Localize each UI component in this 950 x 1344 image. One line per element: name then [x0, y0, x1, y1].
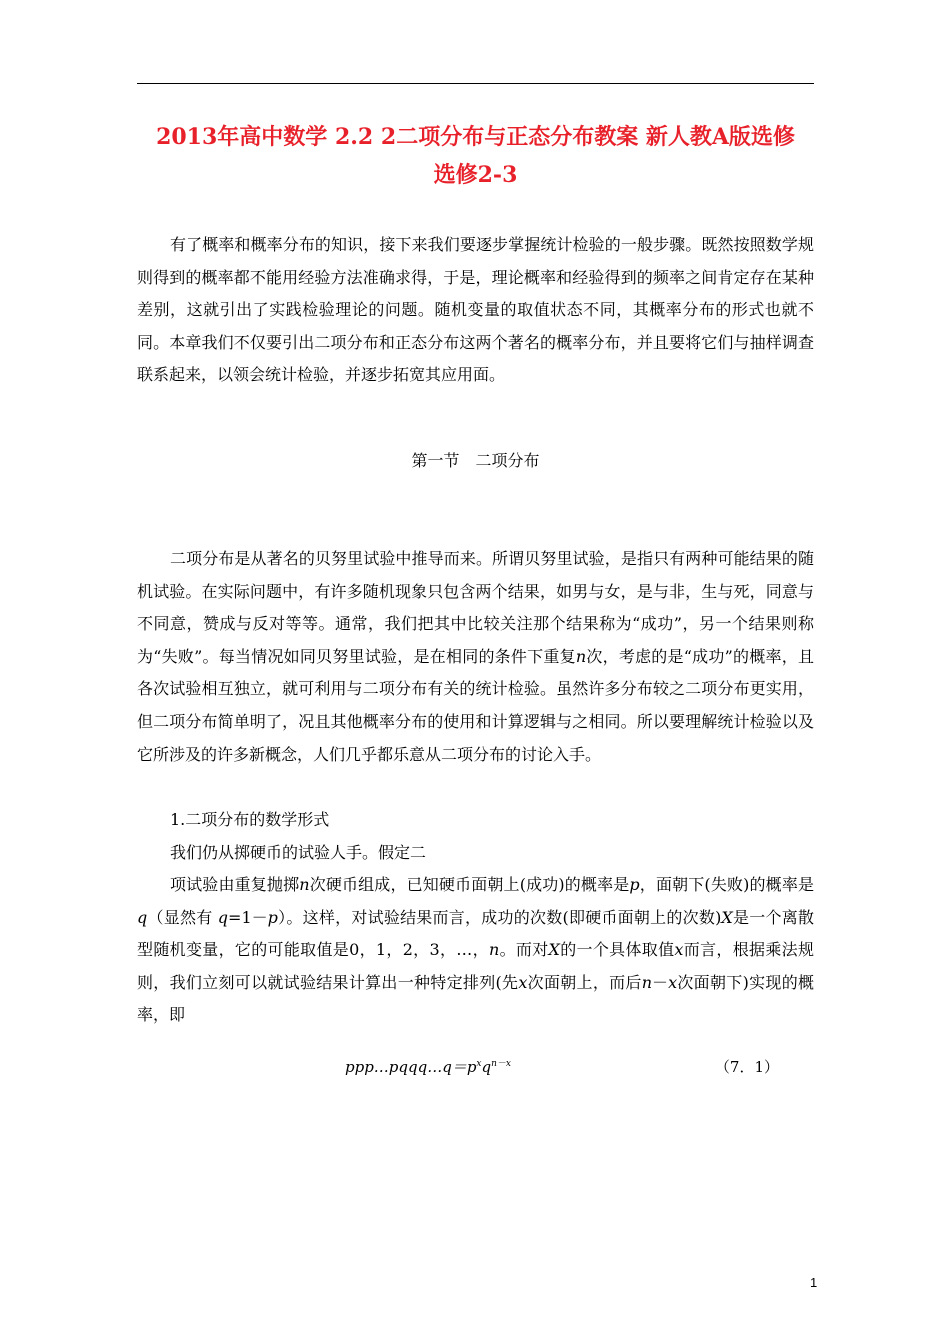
binomial-text-2: 次，考虑的是“成功”的概率，且各次试验相互独立，就可利用与二项分布有关的统计检验。虽然许多分布较之二项分布更实用，但二项分布简单明了，况且其他概率分布的使用和计算逻辑与之相同。所以要理解统计检验以及它所涉及的许多新概念，人们几乎都乐意从二项分布的讨论入手。 [137, 646, 814, 764]
variable-n: n [575, 646, 587, 666]
variable: n [641, 972, 653, 992]
intro-paragraph: 有了概率和概率分布的知识，接下来我们要逐步掌握统计检验的一般步骤。既然按照数学规则得到的概率都不能用经验方法准确求得，于是，理论概率和经验得到的频率之间肯定存在某种差别，这就引出了实践检验理论的问题。随机变量的取值状态不同，其概率分布的形式也就不同。本章我们不仅要引出二项分布和正态分布这两个著名的概率分布，并且要将它们与抽样调查联系起来，以领会统计检验，并逐步拓宽其应用面。 [137, 235, 814, 385]
coin-text: =1－ [228, 907, 268, 927]
variable: p [267, 907, 278, 927]
section-heading: 第一节 二项分布 [411, 451, 540, 470]
coin-text: 的一个具体取值 [559, 940, 675, 960]
coin-text: 而言，根据乘法规则，我们立刻可以就试验结果计算出一种特定排列(先 [137, 940, 814, 992]
variable: n [488, 940, 500, 960]
coin-text: （显然有 [147, 907, 218, 927]
equation-body [345, 1056, 511, 1077]
variable: X [721, 907, 733, 927]
equation-lhs: ppp…pqqq…q＝p [345, 1058, 477, 1076]
binomial-paragraph [137, 543, 814, 771]
coin-text: 是一个离散型随机变量，它的可能取值是0，1，2，3，…， [137, 907, 814, 960]
header-rule [137, 83, 814, 84]
page-number: 1 [810, 1275, 818, 1290]
equation-q: q [481, 1058, 492, 1076]
title-line-2: 选修2-3 [433, 162, 518, 188]
variable: p [629, 875, 640, 894]
equation-exponent-x: x [476, 1059, 482, 1069]
document-title [137, 118, 814, 194]
subsection-heading: 1.二项分布的数学形式 [170, 810, 330, 829]
coin-text: ）。这样，对试验结果而言，成功的次数(即硬币面朝上的次数) [277, 907, 722, 927]
coin-text: － [652, 972, 669, 992]
coin-text: 次硬币组成，已知硬币面朝上(成功)的概率是 [309, 875, 630, 894]
coin-intro: 我们仍从掷硬币的试验人手。假定二 [170, 843, 427, 862]
variable: q [217, 907, 229, 927]
variable: x [674, 940, 684, 960]
equation-number: （7．1） [714, 1058, 779, 1076]
coin-text: 项试验由重复抛掷 [170, 875, 300, 894]
coin-text: 次面朝上，而后 [527, 972, 642, 992]
coin-paragraph [137, 869, 814, 1032]
variable: X [548, 940, 560, 960]
variable: x [668, 972, 678, 992]
title-line-1: 2013年高中数学 2.2 2二项分布与正态分布教案 新人教A版选修 [156, 124, 795, 150]
equation-7-1 [137, 1056, 814, 1082]
variable: n [299, 875, 310, 894]
binomial-text-1: 二项分布是从著名的贝努里试验中推导而来。所谓贝努里试验，是指只有两种可能结果的随机试验。在实际问题中，有许多随机现象只包含两个结果，如男与女，是与非，生与死，同意与不同意，赞成与反对等等。通常，我们把其中比较关注那个结果称为“成功”，另一个结果则称为“失败”。每当情况如同贝努里试验，是在相同的条件下重复 [137, 549, 814, 666]
variable: q [137, 907, 148, 927]
equation-exponent-n-minus-x: n－x [491, 1059, 511, 1069]
coin-text: 次面朝下)实现的概率，即 [137, 972, 814, 1025]
coin-text: ，面朝下(失败)的概率是 [639, 875, 814, 894]
coin-text: 。而对 [499, 940, 549, 960]
variable: x [518, 972, 528, 992]
